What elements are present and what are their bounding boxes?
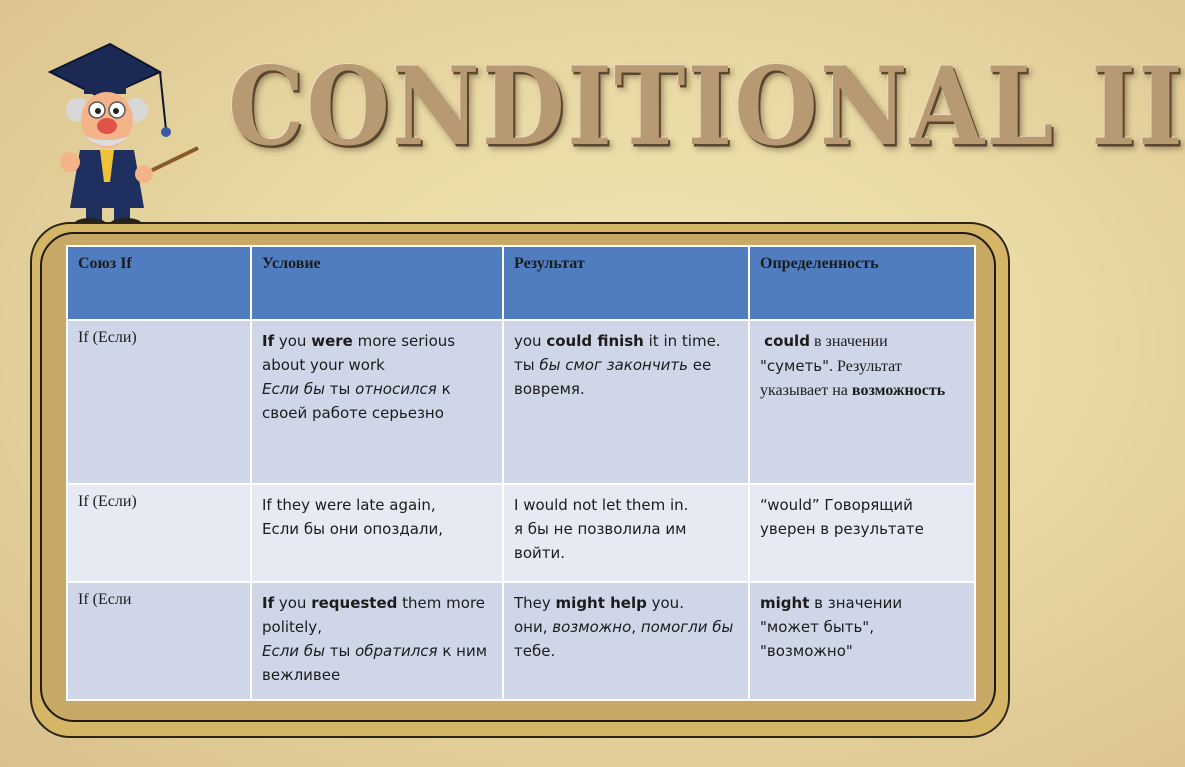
text: you — [274, 332, 312, 350]
text: к своей работе серьезно — [262, 380, 451, 422]
text-bold: might help — [555, 594, 647, 612]
text: . Результат указывает на — [760, 358, 902, 399]
table-row — [67, 484, 975, 582]
header-union-if: Союз If — [67, 246, 251, 320]
cell-condition — [251, 484, 503, 582]
text-italic: помогли бы — [640, 618, 734, 636]
cell-if: If (Если) — [67, 320, 251, 484]
text: you — [514, 332, 547, 350]
text: , — [631, 618, 641, 636]
cell-result — [503, 320, 749, 484]
cell-certainty — [749, 320, 975, 484]
text: ты — [324, 380, 356, 398]
cell-result — [503, 484, 749, 582]
text: они, — [514, 618, 553, 636]
text: тебе. — [514, 642, 556, 660]
text-bold: might — [760, 594, 810, 612]
header-certainty: Определенность — [749, 246, 975, 320]
table-row — [67, 582, 975, 700]
text: you. — [646, 594, 684, 612]
conditional-table — [66, 245, 976, 701]
text-bold: requested — [311, 594, 398, 612]
text: If they were late again, — [262, 496, 436, 514]
text: ты — [514, 356, 540, 374]
text-bold: If — [262, 332, 275, 350]
text-italic: бы смог закончить — [539, 356, 689, 374]
text-bold: were — [311, 332, 353, 350]
text: them more politely, — [262, 594, 486, 636]
text-bold: could finish — [546, 332, 644, 350]
cell-result — [503, 582, 749, 700]
text-bold: If — [262, 594, 275, 612]
text-italic: Если бы — [262, 642, 325, 660]
text: к ним вежливее — [262, 642, 488, 684]
text: more serious about your work — [262, 332, 456, 374]
cell-certainty — [749, 582, 975, 700]
cell-if: If (Если) — [67, 484, 251, 582]
text: ее вовремя. — [514, 356, 712, 398]
cell-if: If (Если — [67, 582, 251, 700]
text-italic: относился — [355, 380, 437, 398]
header-result: Результат — [503, 246, 749, 320]
text-italic: Если бы — [262, 380, 325, 398]
cell-certainty — [749, 484, 975, 582]
table-header-row — [67, 246, 975, 320]
text-bold: возможность — [851, 382, 946, 399]
text: it in time. — [643, 332, 721, 350]
text: ты — [324, 642, 356, 660]
text: я бы не позволила им войти. — [514, 520, 687, 562]
slide-title: CONDITIONAL II — [228, 43, 1185, 170]
cell-condition — [251, 320, 503, 484]
table-row — [67, 320, 975, 484]
text: “would” Говорящий уверен в результате — [760, 496, 924, 538]
text: you — [274, 594, 312, 612]
text: "суметь" — [760, 357, 830, 375]
text: They — [514, 594, 556, 612]
text: в значении "может быть", "возможно" — [760, 594, 903, 660]
text: Если бы они опоздали, — [262, 520, 443, 538]
text-italic: обратился — [355, 642, 438, 660]
professor-mascot-icon — [40, 32, 210, 232]
text: I would not let them in. — [514, 496, 689, 514]
text-italic: возможно — [552, 618, 632, 636]
cell-condition — [251, 582, 503, 700]
text-bold: could — [764, 332, 810, 350]
text: в значении — [809, 333, 888, 350]
header-condition: Условие — [251, 246, 503, 320]
